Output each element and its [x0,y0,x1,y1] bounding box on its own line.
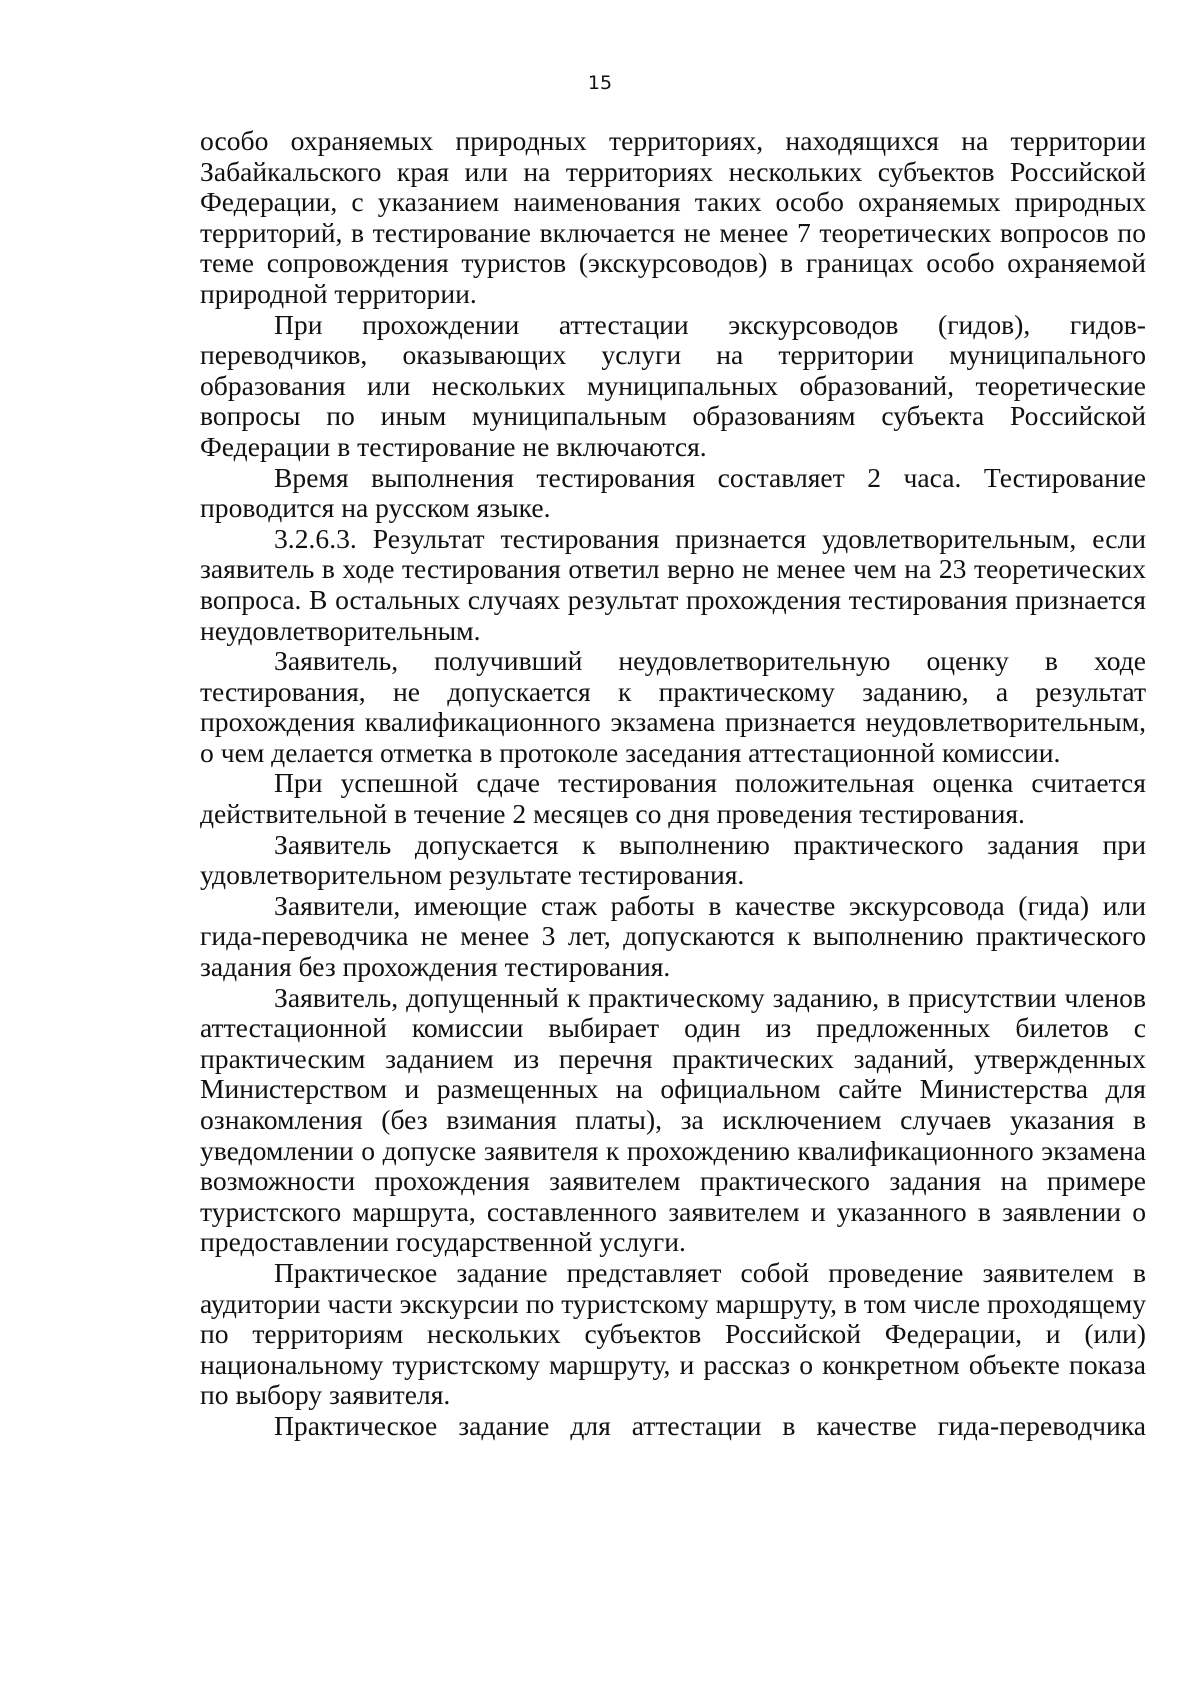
paragraph-2: При прохождении аттестации экскурсоводов (гидов), гидов-переводчиков, оказывающих услуги на территории муниципального образования или нескольких муниципальных образований, теоретические вопросы по иным муниципальным образованиям субъекта Российской Федерации в тестирование не включаются. [200,308,1146,462]
paragraph-7: Заявитель допускается к выполнению практического задания при удовлетворительном результате тестирования. [200,828,1146,891]
paragraph-8: Заявители, имеющие стаж работы в качестве экскурсовода (гида) или гида-переводчика не менее 3 лет, допускаются к выполнению практического задания без прохождения тестирования. [200,889,1146,983]
paragraph-3: Время выполнения тестирования составляет 2 часа. Тестирование проводится на русском языке. [200,461,1146,524]
page-number: 15 [587,72,613,94]
paragraph-5: Заявитель, получивший неудовлетворительную оценку в ходе тестирования, не допускается к практическому заданию, а результат прохождения квалификационного экзамена признается неудовлетворительным, о чем делается отметка в протоколе заседания аттестационной комиссии. [200,645,1146,768]
paragraph-4: 3.2.6.3. Результат тестирования признается удовлетворительным, если заявитель в ходе тестирования ответил верно не менее чем на 23 теоретических вопроса. В остальных случаях результат прохождения тестирования признается неудовлетворительным. [200,522,1146,646]
paragraph-10: Практическое задание представляет собой проведение заявителем в аудитории части экскурсии по туристскому маршруту, в том числе проходящему по территориям нескольких субъектов Российской Федерации, и (или) национальному туристскому маршруту, и рассказ о конкретном объекте показа по выбору заявителя. [200,1256,1146,1411]
paragraph-6: При успешной сдаче тестирования положительная оценка считается действительной в течение 2 месяцев со дня проведения тестирования. [200,767,1146,830]
paragraph-9: Заявитель, допущенный к практическому заданию, в присутствии членов аттестационной комиссии выбирает один из предложенных билетов с практическим заданием из перечня практических заданий, утвержденных Министерством и размещенных на официальном сайте Министерства для ознакомления (без взимания платы), за исключением случаев указания в уведомлении о допуске заявителя к прохождению квалификационного экзамена возможности прохождения заявителем практического задания на примере туристского маршрута, составленного заявителем и указанного в заявлении о предоставлении государственной услуги. [200,981,1146,1258]
paragraph-11: Практическое задание для аттестации в качестве гида-переводчика [274,1409,1146,1441]
document-body [200,126,1146,1442]
paragraph-1: особо охраняемых природных территориях, находящихся на территории Забайкальского края или на территориях нескольких субъектов Российской Федерации, с указанием наименования таких особо охраняемых природных территорий, в тестирование включается не менее 7 теоретических вопросов по теме сопровождения туристов (экскурсоводов) в границах особо охраняемой природной территории. [200,125,1146,309]
